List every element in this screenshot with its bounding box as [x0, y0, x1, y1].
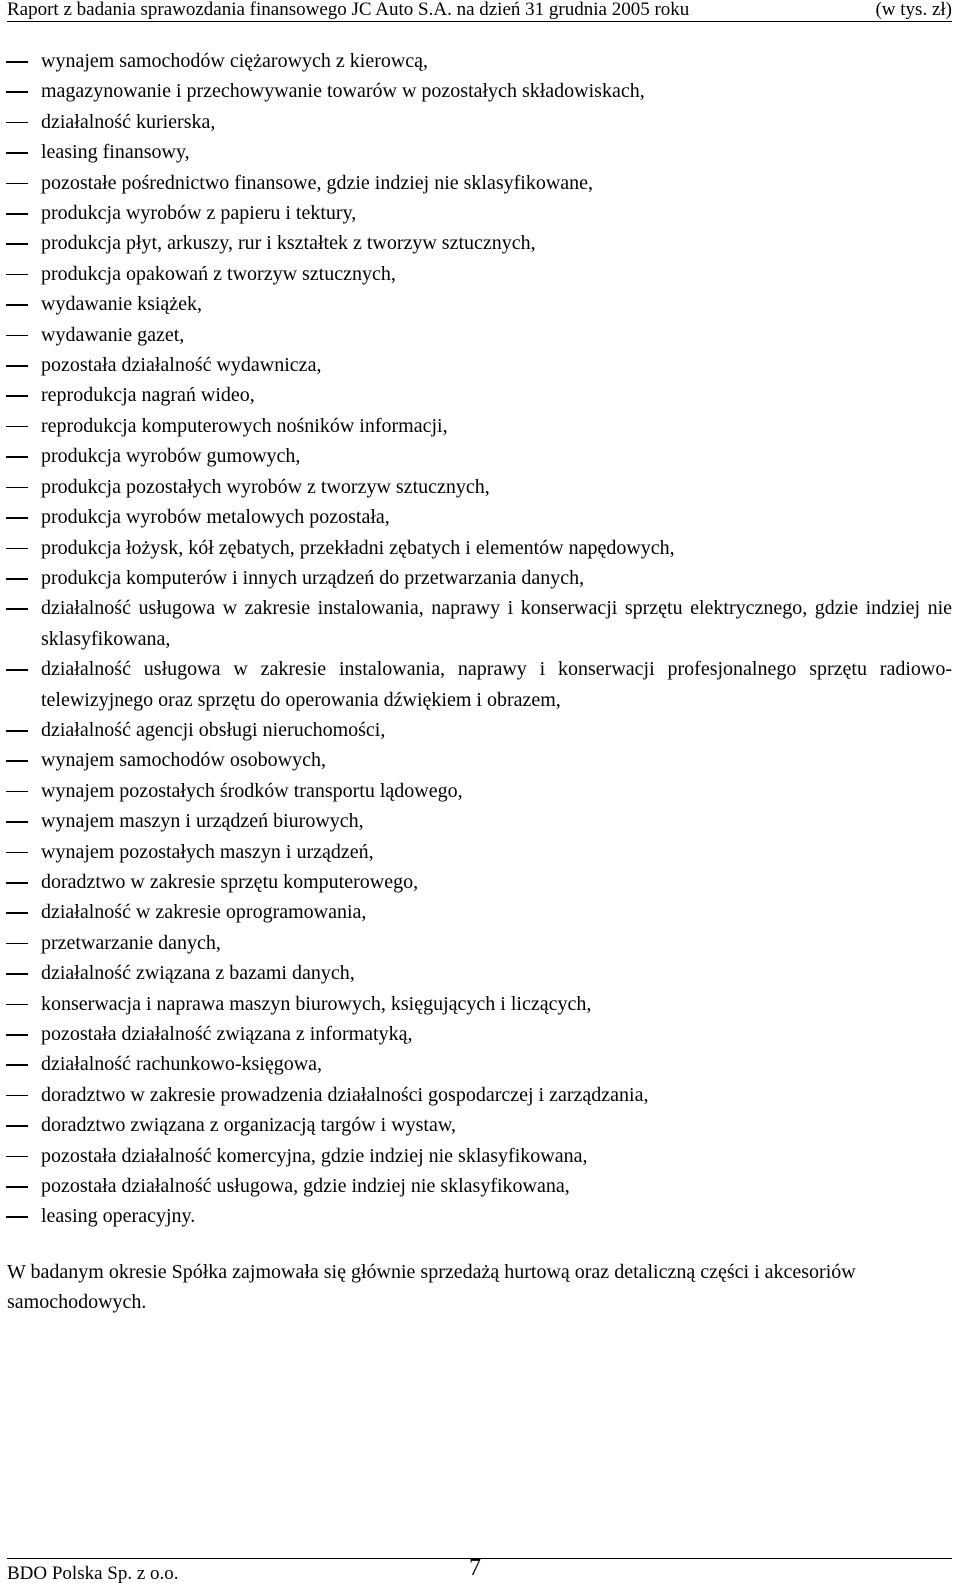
list-item	[0, 593, 960, 654]
list-item-text: leasing finansowy,	[41, 141, 190, 164]
list-item-text: wynajem maszyn i urządzeń biurowych,	[41, 810, 364, 833]
list-item	[0, 289, 960, 319]
list-item	[0, 137, 960, 167]
dash-bullet-icon	[6, 852, 28, 854]
dash-bullet-icon	[6, 243, 28, 245]
list-item	[0, 46, 960, 76]
dash-bullet-icon	[6, 1186, 28, 1188]
list-item-text: działalność usługowa w zakresie instalowania, naprawy i konserwacji profesjonalnego sprzętu radiowo-telewizyjnego oraz sprzętu do operowania dźwiękiem i obrazem,	[41, 658, 952, 711]
list-item-text: leasing operacyjny.	[41, 1205, 196, 1228]
list-item-text: produkcja płyt, arkuszy, rur i kształtek z tworzyw sztucznych,	[41, 232, 536, 255]
dash-bullet-icon	[6, 1004, 28, 1006]
dash-bullet-icon	[6, 943, 28, 945]
page-number: 7	[469, 1555, 481, 1581]
list-item	[0, 228, 960, 258]
dash-bullet-icon	[6, 61, 28, 63]
list-item-text: działalność w zakresie oprogramowania,	[41, 901, 367, 924]
dash-bullet-icon	[6, 1095, 28, 1097]
list-item	[0, 1171, 960, 1201]
list-item-text: produkcja komputerów i innych urządzeń do przetwarzania danych,	[41, 566, 585, 589]
list-item-text: działalność kurierska,	[41, 110, 216, 133]
dash-bullet-icon	[6, 335, 28, 337]
list-item-text: pozostała działalność wydawnicza,	[41, 354, 322, 377]
list-item	[0, 1141, 960, 1171]
list-item	[0, 654, 960, 715]
dash-bullet-icon	[6, 395, 28, 397]
dash-bullet-icon	[6, 912, 28, 914]
dash-bullet-icon	[6, 183, 28, 185]
dash-bullet-icon	[6, 1125, 28, 1127]
list-item-text: działalność usługowa w zakresie instalowania, naprawy i konserwacji sprzętu elektrycznego, gdzie indziej nie sklasyfikowana,	[41, 597, 952, 650]
dash-bullet-icon	[6, 1034, 28, 1036]
dash-bullet-icon	[6, 487, 28, 489]
summary-paragraph: W badanym okresie Spółka zajmowała się głównie sprzedażą hurtową oraz detaliczną części i akcesoriów samochodowych.	[7, 1261, 856, 1313]
activity-list	[0, 46, 960, 1232]
dash-bullet-icon	[6, 608, 28, 610]
dash-bullet-icon	[6, 578, 28, 580]
list-item	[0, 198, 960, 228]
list-item-text: wydawanie książek,	[41, 293, 203, 316]
list-item-text: produkcja wyrobów gumowych,	[41, 445, 301, 468]
list-item	[0, 928, 960, 958]
page-footer	[7, 1555, 952, 1586]
list-item-text: działalność rachunkowo-księgowa,	[41, 1053, 323, 1076]
list-item-text: wynajem pozostałych środków transportu lądowego,	[41, 779, 463, 802]
list-item	[0, 533, 960, 563]
list-item-text: produkcja wyrobów z papieru i tektury,	[41, 202, 357, 225]
list-item-text: doradztwo w zakresie sprzętu komputerowego,	[41, 870, 419, 893]
list-item-text: wynajem samochodów osobowych,	[41, 749, 326, 772]
list-item	[0, 1019, 960, 1049]
list-item-text: produkcja pozostałych wyrobów z tworzyw sztucznych,	[41, 475, 490, 498]
list-item	[0, 867, 960, 897]
list-item-text: doradztwo związana z organizacją targów i wystaw,	[41, 1114, 457, 1137]
dash-bullet-icon	[6, 304, 28, 306]
list-item	[0, 837, 960, 867]
list-item	[0, 806, 960, 836]
dash-bullet-icon	[6, 152, 28, 154]
dash-bullet-icon	[6, 1216, 28, 1218]
list-item	[0, 958, 960, 988]
list-item-text: przetwarzanie danych,	[41, 931, 221, 954]
list-item-text: pozostała działalność związana z informatyką,	[41, 1023, 413, 1045]
dash-bullet-icon	[6, 517, 28, 519]
dash-bullet-icon	[6, 365, 28, 367]
list-item	[0, 502, 960, 532]
list-item-text: doradztwo w zakresie prowadzenia działalności gospodarczej i zarządzania,	[41, 1083, 649, 1106]
list-item	[0, 1049, 960, 1079]
list-item-text: wynajem pozostałych maszyn i urządzeń,	[41, 840, 374, 863]
list-item	[0, 320, 960, 350]
list-item	[0, 897, 960, 927]
dash-bullet-icon	[6, 821, 28, 823]
dash-bullet-icon	[6, 760, 28, 762]
list-item	[0, 1080, 960, 1110]
list-item-text: pozostała działalność komercyjna, gdzie indziej nie sklasyfikowana,	[41, 1144, 588, 1167]
list-item-text: produkcja wyrobów metalowych pozostała,	[41, 506, 390, 529]
list-item-text: wydawanie gazet,	[41, 323, 185, 346]
page-header	[7, 0, 952, 22]
list-item-text: wynajem samochodów ciężarowych z kierowcą,	[41, 50, 429, 72]
dash-bullet-icon	[6, 456, 28, 458]
list-item	[0, 989, 960, 1019]
currency-unit: (w tys. zł)	[875, 0, 952, 20]
list-item	[0, 380, 960, 410]
dash-bullet-icon	[6, 669, 28, 671]
report-title: Raport z badania sprawozdania finansowego JC Auto S.A. na dzień 31 grudnia 2005 roku	[7, 0, 690, 20]
list-item	[0, 107, 960, 137]
dash-bullet-icon	[6, 122, 28, 124]
list-item-text: produkcja opakowań z tworzyw sztucznych,	[41, 262, 396, 285]
dash-bullet-icon	[6, 882, 28, 884]
list-item-text: reprodukcja komputerowych nośników informacji,	[41, 414, 448, 437]
list-item	[0, 168, 960, 198]
list-item	[0, 350, 960, 380]
dash-bullet-icon	[6, 1156, 28, 1158]
dash-bullet-icon	[6, 213, 28, 215]
list-item	[0, 1201, 960, 1231]
dash-bullet-icon	[6, 274, 28, 276]
dash-bullet-icon	[6, 91, 28, 93]
dash-bullet-icon	[6, 1064, 28, 1066]
dash-bullet-icon	[6, 548, 28, 550]
list-item	[0, 776, 960, 806]
dash-bullet-icon	[6, 426, 28, 428]
list-item	[0, 745, 960, 775]
list-item	[0, 259, 960, 289]
list-item-text: produkcja łożysk, kół zębatych, przekładni zębatych i elementów napędowych,	[41, 536, 675, 559]
list-item	[0, 76, 960, 106]
list-item-text: magazynowanie i przechowywanie towarów w pozostałych składowiskach,	[41, 80, 645, 103]
list-item	[0, 441, 960, 471]
list-item-text: reprodukcja nagrań wideo,	[41, 384, 255, 407]
list-item-text: pozostałe pośrednictwo finansowe, gdzie indziej nie sklasyfikowane,	[41, 171, 594, 194]
list-item-text: pozostała działalność usługowa, gdzie indziej nie sklasyfikowana,	[41, 1175, 570, 1198]
list-item-text: działalność związana z bazami danych,	[41, 962, 355, 985]
list-item	[0, 715, 960, 745]
dash-bullet-icon	[6, 791, 28, 793]
dash-bullet-icon	[6, 973, 28, 975]
dash-bullet-icon	[6, 730, 28, 732]
list-item	[0, 472, 960, 502]
company-name: BDO Polska Sp. z o.o.	[7, 1563, 179, 1584]
list-item	[0, 1110, 960, 1140]
list-item	[0, 411, 960, 441]
list-item-text: konserwacja i naprawa maszyn biurowych, księgujących i liczących,	[41, 992, 592, 1015]
list-item	[0, 563, 960, 593]
list-item-text: działalność agencji obsługi nieruchomości,	[41, 718, 386, 741]
